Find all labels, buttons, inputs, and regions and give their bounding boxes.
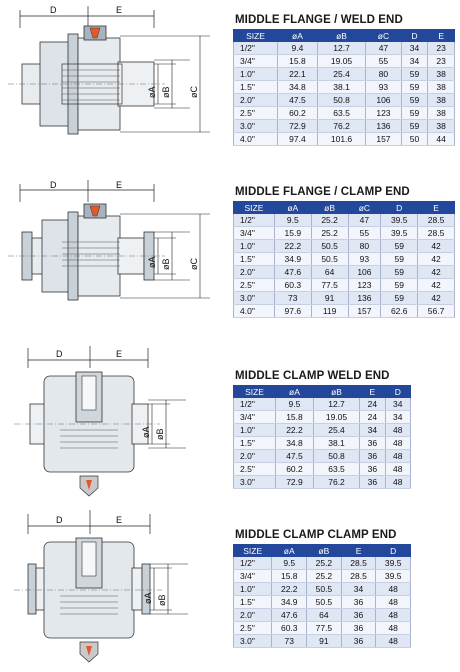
column-header: øA xyxy=(272,545,307,557)
value-cell: 28.5 xyxy=(418,214,455,227)
value-cell: 15.8 xyxy=(276,411,314,424)
dim-e-label: E xyxy=(116,5,123,15)
table-row xyxy=(234,94,455,107)
column-header: D xyxy=(401,30,428,42)
value-cell: 9.5 xyxy=(272,557,307,570)
column-header: øC xyxy=(366,30,401,42)
value-cell: 48 xyxy=(376,609,411,622)
value-cell: 25.2 xyxy=(307,570,342,583)
value-cell: 15.8 xyxy=(278,55,318,68)
size-cell: 3.0" xyxy=(234,635,272,648)
value-cell: 59 xyxy=(401,107,428,120)
value-cell: 9.5 xyxy=(274,214,311,227)
value-cell: 48 xyxy=(376,583,411,596)
column-header: øB xyxy=(317,30,365,42)
size-cell: 1.0" xyxy=(234,424,276,437)
section-title: MIDDLE FLANGE / CLAMP END xyxy=(235,186,410,198)
size-cell: 2.0" xyxy=(234,609,272,622)
size-cell: 3/4" xyxy=(234,570,272,583)
table-row xyxy=(234,133,455,146)
value-cell: 50.5 xyxy=(311,240,348,253)
value-cell: 80 xyxy=(348,240,381,253)
value-cell: 28.5 xyxy=(341,557,376,570)
value-cell: 50 xyxy=(401,133,428,146)
value-cell: 44 xyxy=(428,133,455,146)
value-cell: 34 xyxy=(401,42,428,55)
size-cell: 1.0" xyxy=(234,583,272,596)
value-cell: 19.05 xyxy=(313,411,359,424)
table-row xyxy=(234,55,455,68)
value-cell: 38 xyxy=(428,94,455,107)
value-cell: 106 xyxy=(366,94,401,107)
table-row xyxy=(234,596,411,609)
value-cell: 60.3 xyxy=(272,622,307,635)
dim-d-label: D xyxy=(50,180,57,190)
value-cell: 25.2 xyxy=(311,227,348,240)
value-cell: 36 xyxy=(341,596,376,609)
value-cell: 34.9 xyxy=(272,596,307,609)
value-cell: 55 xyxy=(348,227,381,240)
dim-d-label: D xyxy=(56,515,63,525)
value-cell: 34.9 xyxy=(274,253,311,266)
value-cell: 60.2 xyxy=(278,107,318,120)
column-header: E xyxy=(428,30,455,42)
value-cell: 60.2 xyxy=(276,463,314,476)
section-flange-clamp xyxy=(233,186,455,318)
value-cell: 77.5 xyxy=(307,622,342,635)
value-cell: 59 xyxy=(381,279,418,292)
table-row xyxy=(234,450,411,463)
size-cell: 1.0" xyxy=(234,240,275,253)
table-row xyxy=(234,476,411,489)
value-cell: 19.05 xyxy=(317,55,365,68)
value-cell: 9.5 xyxy=(276,398,314,411)
value-cell: 42 xyxy=(418,279,455,292)
table-row xyxy=(234,253,455,266)
size-cell: 4.0" xyxy=(234,305,275,318)
value-cell: 34 xyxy=(401,55,428,68)
value-cell: 93 xyxy=(348,253,381,266)
size-cell: 1/2" xyxy=(234,398,276,411)
value-cell: 39.5 xyxy=(376,557,411,570)
value-cell: 48 xyxy=(385,476,410,489)
value-cell: 47.5 xyxy=(278,94,318,107)
table-row xyxy=(234,68,455,81)
value-cell: 22.2 xyxy=(272,583,307,596)
value-cell: 106 xyxy=(348,266,381,279)
value-cell: 42 xyxy=(418,240,455,253)
value-cell: 39.5 xyxy=(376,570,411,583)
table-row xyxy=(234,305,455,318)
table-row xyxy=(234,411,411,424)
value-cell: 59 xyxy=(381,292,418,305)
dim-c-label: øC xyxy=(189,258,199,270)
dim-e-label: E xyxy=(116,515,123,525)
size-cell: 2.5" xyxy=(234,107,278,120)
table-header-row xyxy=(234,545,411,557)
value-cell: 64 xyxy=(307,609,342,622)
value-cell: 23 xyxy=(428,42,455,55)
value-cell: 62.6 xyxy=(381,305,418,318)
section-clamp-clamp xyxy=(233,529,455,648)
value-cell: 50.5 xyxy=(311,253,348,266)
drawing-clamp-clamp xyxy=(0,510,228,672)
value-cell: 59 xyxy=(401,94,428,107)
value-cell: 42 xyxy=(418,292,455,305)
table-row xyxy=(234,557,411,570)
section-title: MIDDLE CLAMP WELD END xyxy=(235,370,390,382)
value-cell: 47 xyxy=(348,214,381,227)
value-cell: 36 xyxy=(360,450,385,463)
value-cell: 36 xyxy=(341,609,376,622)
value-cell: 15.9 xyxy=(274,227,311,240)
dim-b-label: øB xyxy=(155,428,165,440)
value-cell: 23 xyxy=(428,55,455,68)
column-header: SIZE xyxy=(234,545,272,557)
value-cell: 59 xyxy=(381,253,418,266)
column-header: E xyxy=(360,386,385,398)
table-row xyxy=(234,635,411,648)
value-cell: 119 xyxy=(311,305,348,318)
value-cell: 72.9 xyxy=(278,120,318,133)
drawing-flange-clamp xyxy=(0,180,228,340)
value-cell: 25.2 xyxy=(307,557,342,570)
value-cell: 12.7 xyxy=(313,398,359,411)
dim-d-label: D xyxy=(50,5,57,15)
table-body xyxy=(234,42,455,146)
value-cell: 38.1 xyxy=(313,437,359,450)
size-cell: 1/2" xyxy=(234,214,275,227)
table-header-row xyxy=(234,30,455,42)
size-cell: 4.0" xyxy=(234,133,278,146)
section-title: MIDDLE FLANGE / WELD END xyxy=(235,14,403,26)
value-cell: 136 xyxy=(348,292,381,305)
column-header: D xyxy=(376,545,411,557)
table-row xyxy=(234,214,455,227)
dim-e-label: E xyxy=(116,180,123,190)
spec-table-clamp-weld xyxy=(233,385,411,489)
value-cell: 47.6 xyxy=(272,609,307,622)
value-cell: 48 xyxy=(385,437,410,450)
section-flange-weld xyxy=(233,14,455,146)
column-header: E xyxy=(341,545,376,557)
value-cell: 42 xyxy=(418,253,455,266)
value-cell: 76.2 xyxy=(313,476,359,489)
value-cell: 47 xyxy=(366,42,401,55)
table-row xyxy=(234,81,455,94)
column-header: SIZE xyxy=(234,386,276,398)
value-cell: 12.7 xyxy=(317,42,365,55)
dim-c-label: øC xyxy=(189,86,199,98)
value-cell: 50.8 xyxy=(317,94,365,107)
value-cell: 47.6 xyxy=(274,266,311,279)
value-cell: 38 xyxy=(428,107,455,120)
drawing-flange-weld xyxy=(0,0,228,162)
value-cell: 15.8 xyxy=(272,570,307,583)
value-cell: 59 xyxy=(401,81,428,94)
value-cell: 28.5 xyxy=(418,227,455,240)
table-row xyxy=(234,622,411,635)
table-row xyxy=(234,227,455,240)
dim-d-label: D xyxy=(56,349,63,359)
value-cell: 136 xyxy=(366,120,401,133)
size-cell: 3.0" xyxy=(234,476,276,489)
value-cell: 64 xyxy=(311,266,348,279)
value-cell: 42 xyxy=(418,266,455,279)
spec-table-flange-weld xyxy=(233,29,455,146)
dim-a-label: øA xyxy=(147,256,157,268)
value-cell: 28.5 xyxy=(341,570,376,583)
value-cell: 123 xyxy=(366,107,401,120)
value-cell: 34 xyxy=(341,583,376,596)
column-header: øB xyxy=(313,386,359,398)
table-row xyxy=(234,266,455,279)
size-cell: 1.5" xyxy=(234,81,278,94)
value-cell: 91 xyxy=(311,292,348,305)
size-cell: 1.5" xyxy=(234,596,272,609)
table-row xyxy=(234,107,455,120)
value-cell: 48 xyxy=(376,622,411,635)
value-cell: 38 xyxy=(428,81,455,94)
size-cell: 1.0" xyxy=(234,68,278,81)
value-cell: 47.5 xyxy=(276,450,314,463)
column-header: E xyxy=(418,202,455,214)
size-cell: 2.5" xyxy=(234,463,276,476)
value-cell: 48 xyxy=(385,450,410,463)
value-cell: 73 xyxy=(272,635,307,648)
value-cell: 73 xyxy=(274,292,311,305)
value-cell: 60.3 xyxy=(274,279,311,292)
value-cell: 36 xyxy=(360,437,385,450)
value-cell: 48 xyxy=(376,635,411,648)
size-cell: 1.5" xyxy=(234,253,275,266)
value-cell: 91 xyxy=(307,635,342,648)
size-cell: 2.0" xyxy=(234,450,276,463)
column-header: SIZE xyxy=(234,30,278,42)
value-cell: 22.2 xyxy=(274,240,311,253)
value-cell: 93 xyxy=(366,81,401,94)
table-header-row xyxy=(234,386,411,398)
column-header: D xyxy=(385,386,410,398)
value-cell: 97.4 xyxy=(278,133,318,146)
spec-table-flange-clamp xyxy=(233,201,455,318)
section-clamp-weld xyxy=(233,370,455,489)
value-cell: 34 xyxy=(385,398,410,411)
dim-a-label: øA xyxy=(143,592,153,604)
value-cell: 24 xyxy=(360,398,385,411)
size-cell: 2.5" xyxy=(234,622,272,635)
dim-e-label: E xyxy=(116,349,123,359)
value-cell: 38 xyxy=(428,68,455,81)
value-cell: 36 xyxy=(360,463,385,476)
table-row xyxy=(234,424,411,437)
value-cell: 48 xyxy=(385,463,410,476)
size-cell: 1/2" xyxy=(234,557,272,570)
value-cell: 36 xyxy=(360,476,385,489)
table-row xyxy=(234,240,455,253)
table-row xyxy=(234,279,455,292)
size-cell: 3/4" xyxy=(234,411,276,424)
value-cell: 38 xyxy=(428,120,455,133)
dim-a-label: øA xyxy=(141,426,151,438)
column-header: øB xyxy=(307,545,342,557)
table-row xyxy=(234,583,411,596)
dim-b-label: øB xyxy=(161,86,171,98)
size-cell: 2.0" xyxy=(234,94,278,107)
table-body xyxy=(234,214,455,318)
value-cell: 48 xyxy=(376,596,411,609)
value-cell: 50.5 xyxy=(307,583,342,596)
dim-b-label: øB xyxy=(157,594,167,606)
size-cell: 3/4" xyxy=(234,55,278,68)
value-cell: 36 xyxy=(341,622,376,635)
value-cell: 80 xyxy=(366,68,401,81)
value-cell: 157 xyxy=(348,305,381,318)
table-row xyxy=(234,463,411,476)
value-cell: 34 xyxy=(360,424,385,437)
value-cell: 63.5 xyxy=(317,107,365,120)
value-cell: 36 xyxy=(341,635,376,648)
value-cell: 39.5 xyxy=(381,227,418,240)
value-cell: 59 xyxy=(401,120,428,133)
value-cell: 157 xyxy=(366,133,401,146)
table-row xyxy=(234,609,411,622)
value-cell: 24 xyxy=(360,411,385,424)
column-header: øC xyxy=(348,202,381,214)
drawing-clamp-weld xyxy=(0,346,228,506)
value-cell: 22.1 xyxy=(278,68,318,81)
size-cell: 3/4" xyxy=(234,227,275,240)
table-row xyxy=(234,42,455,55)
column-header: D xyxy=(381,202,418,214)
spec-table-clamp-clamp xyxy=(233,544,411,648)
value-cell: 34.8 xyxy=(278,81,318,94)
table-row xyxy=(234,398,411,411)
table-row xyxy=(234,120,455,133)
value-cell: 50.5 xyxy=(307,596,342,609)
size-cell: 2.5" xyxy=(234,279,275,292)
table-body xyxy=(234,398,411,489)
value-cell: 59 xyxy=(381,240,418,253)
value-cell: 48 xyxy=(385,424,410,437)
column-header: SIZE xyxy=(234,202,275,214)
value-cell: 34 xyxy=(385,411,410,424)
value-cell: 9.4 xyxy=(278,42,318,55)
value-cell: 55 xyxy=(366,55,401,68)
column-header: øA xyxy=(278,30,318,42)
value-cell: 25.2 xyxy=(311,214,348,227)
value-cell: 72.9 xyxy=(276,476,314,489)
value-cell: 50.8 xyxy=(313,450,359,463)
column-header: øB xyxy=(311,202,348,214)
table-header-row xyxy=(234,202,455,214)
value-cell: 63.5 xyxy=(313,463,359,476)
value-cell: 34.8 xyxy=(276,437,314,450)
size-cell: 2.0" xyxy=(234,266,275,279)
size-cell: 1/2" xyxy=(234,42,278,55)
value-cell: 38.1 xyxy=(317,81,365,94)
value-cell: 97.6 xyxy=(274,305,311,318)
value-cell: 39.5 xyxy=(381,214,418,227)
value-cell: 59 xyxy=(381,266,418,279)
value-cell: 123 xyxy=(348,279,381,292)
column-header: øA xyxy=(276,386,314,398)
value-cell: 101.6 xyxy=(317,133,365,146)
value-cell: 59 xyxy=(401,68,428,81)
dim-a-label: øA xyxy=(147,86,157,98)
size-cell: 3.0" xyxy=(234,292,275,305)
size-cell: 3.0" xyxy=(234,120,278,133)
value-cell: 25.4 xyxy=(313,424,359,437)
section-title: MIDDLE CLAMP CLAMP END xyxy=(235,529,397,541)
table-body xyxy=(234,557,411,648)
value-cell: 25.4 xyxy=(317,68,365,81)
table-row xyxy=(234,570,411,583)
value-cell: 76.2 xyxy=(317,120,365,133)
dim-b-label: øB xyxy=(161,258,171,270)
value-cell: 56.7 xyxy=(418,305,455,318)
size-cell: 1.5" xyxy=(234,437,276,450)
table-row xyxy=(234,292,455,305)
column-header: øA xyxy=(274,202,311,214)
table-row xyxy=(234,437,411,450)
value-cell: 22.2 xyxy=(276,424,314,437)
value-cell: 77.5 xyxy=(311,279,348,292)
